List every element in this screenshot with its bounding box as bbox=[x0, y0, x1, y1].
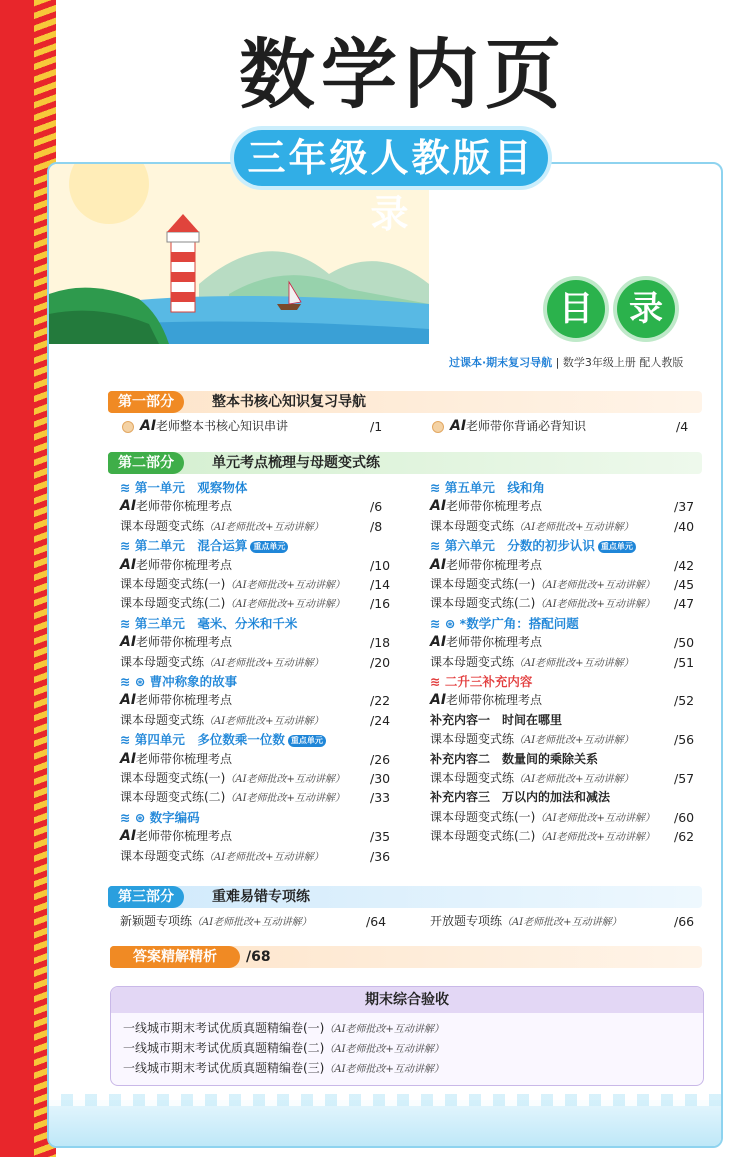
unit-heading[interactable] bbox=[120, 808, 200, 827]
unit-heading[interactable] bbox=[120, 478, 247, 497]
page-number: /10 bbox=[370, 557, 391, 573]
entry-text: 课本母题变式练(二) bbox=[430, 829, 536, 844]
book-guide-line: 过课本·期末复习导航 | 数学3年级上册 配人教版 bbox=[449, 356, 684, 369]
entry-text: 老师带你梳理考点 bbox=[446, 693, 543, 708]
unit-heading[interactable] bbox=[430, 672, 532, 691]
ai-label: AI bbox=[140, 418, 157, 434]
unit-heading[interactable] bbox=[120, 614, 297, 633]
toc-entry[interactable] bbox=[430, 497, 542, 516]
unit-heading[interactable] bbox=[430, 478, 545, 497]
entry-text: 课本母题变式练(二) bbox=[430, 596, 536, 611]
page-number: /26 bbox=[370, 751, 391, 767]
answers-tag[interactable]: 答案精解精析 bbox=[110, 946, 240, 968]
toc-entry[interactable] bbox=[120, 788, 345, 807]
page-number: /30 bbox=[370, 771, 391, 786]
entry-text: 课本母题变式练(一) bbox=[120, 771, 226, 785]
entry-text: 课本母题变式练(二) bbox=[120, 596, 226, 611]
page-number: /14 bbox=[370, 577, 391, 592]
page-number: /64 bbox=[366, 914, 387, 929]
entry-note: （AI老师批改+互动讲解） bbox=[514, 774, 634, 785]
bottom-wave-decoration bbox=[49, 1100, 721, 1146]
page-number: /52 bbox=[674, 693, 695, 709]
entry-text: 老师带你梳理考点 bbox=[136, 635, 233, 650]
toc-entry[interactable] bbox=[120, 750, 232, 769]
page-number: /16 bbox=[370, 596, 391, 612]
toc-entry[interactable] bbox=[120, 912, 312, 931]
toc-entry[interactable] bbox=[430, 594, 655, 613]
unit-title: ≋ 二升三补充内容 bbox=[430, 674, 533, 689]
ai-label: AI bbox=[120, 556, 137, 573]
page-number: /36 bbox=[370, 848, 391, 864]
part1-title: 整本书核心知识复习导航 bbox=[212, 394, 366, 410]
unit-title: ≋ 第五单元 线和角 bbox=[430, 480, 545, 495]
key-unit-badge: 重点单元 bbox=[288, 735, 326, 747]
left-red-strip bbox=[0, 0, 34, 1157]
entry-text: 一线城市期末考试优质真题精编卷(一) bbox=[123, 1021, 325, 1035]
ai-label: AI bbox=[430, 634, 447, 651]
part1-header bbox=[108, 391, 702, 413]
toc-entry[interactable] bbox=[430, 556, 542, 575]
entry-note: （AI老师批改+互动讲解） bbox=[324, 1044, 444, 1055]
entry-note: （AI老师批改+互动讲解） bbox=[502, 917, 622, 928]
entry-text: 一线城市期末考试优质真题精编卷(二) bbox=[123, 1041, 325, 1055]
unit-heading[interactable] bbox=[430, 536, 636, 555]
exam-entry[interactable] bbox=[123, 1059, 444, 1078]
entry-text: 老师带你梳理考点 bbox=[446, 557, 543, 572]
page-number: /8 bbox=[370, 518, 383, 534]
unit-title: ≋ ⊛ 数字编码 bbox=[120, 809, 200, 825]
page-number: /40 bbox=[674, 518, 695, 534]
page-number: /50 bbox=[674, 635, 695, 651]
page-number: /56 bbox=[674, 732, 695, 748]
entry-text: 课本母题变式练(一) bbox=[430, 577, 536, 591]
entry-text: 课本母题变式练 bbox=[120, 848, 205, 863]
page-number: /66 bbox=[674, 914, 695, 929]
entry-note: （AI老师批改+互动讲解） bbox=[535, 832, 655, 844]
toc-entry[interactable] bbox=[120, 575, 345, 594]
entry-text: 课本母题变式练(一) bbox=[120, 577, 226, 591]
toc-entry[interactable] bbox=[120, 497, 232, 516]
page-number: /45 bbox=[674, 577, 695, 592]
ai-label: AI bbox=[450, 418, 467, 434]
part3-header bbox=[108, 886, 702, 908]
entry-text: 课本母题变式练 bbox=[120, 518, 205, 533]
page-number: /42 bbox=[674, 557, 695, 573]
unit-title: ≋ 第一单元 观察物体 bbox=[120, 480, 248, 495]
mulu-badges bbox=[547, 280, 675, 338]
part1-tag: 第一部分 bbox=[108, 391, 184, 413]
unit-title: ≋ 第二单元 混合运算 bbox=[120, 538, 248, 554]
guide-edition: 配人教版 bbox=[639, 356, 684, 369]
bulb-icon bbox=[122, 421, 134, 433]
toc-entry[interactable] bbox=[430, 827, 655, 846]
exam-entry[interactable] bbox=[123, 1019, 444, 1038]
entry-text: 老师带你梳理考点 bbox=[136, 693, 233, 708]
toc-entry[interactable] bbox=[430, 750, 598, 769]
entry-note: （AI老师批改+互动讲解） bbox=[535, 599, 655, 611]
page-title: 数学内页 bbox=[239, 30, 567, 119]
unit-title: ≋ 第六单元 分数的初步认识 bbox=[430, 538, 595, 554]
page-number: /35 bbox=[370, 829, 391, 845]
toc-entry[interactable] bbox=[120, 711, 324, 730]
page-number: /62 bbox=[674, 829, 695, 845]
toc-entry[interactable] bbox=[122, 417, 288, 436]
entry-note: （AI老师批改+互动讲解） bbox=[514, 735, 634, 747]
ai-label: AI bbox=[430, 498, 447, 515]
toc-entry[interactable] bbox=[430, 808, 655, 827]
toc-entry[interactable] bbox=[120, 517, 324, 536]
entry-text: 新颖题专项练 bbox=[120, 914, 193, 928]
entry-text: 课本母题变式练 bbox=[120, 654, 205, 669]
ai-label: AI bbox=[430, 556, 447, 573]
part2-tag: 第二部分 bbox=[108, 452, 184, 474]
entry-text: 课本母题变式练 bbox=[430, 654, 515, 669]
part3-title: 重难易错专项练 bbox=[212, 889, 310, 905]
entry-text: 课本母题变式练(二) bbox=[120, 790, 226, 805]
toc-entry[interactable] bbox=[430, 769, 634, 788]
toc-entry[interactable] bbox=[430, 788, 610, 807]
entry-note: （AI老师批改+互动讲解） bbox=[204, 657, 324, 669]
entry-note: （AI老师批改+互动讲解） bbox=[225, 793, 345, 805]
unit-title: ≋ ⊛ *数学广角：搭配问题 bbox=[430, 615, 579, 631]
toc-entry[interactable] bbox=[120, 847, 324, 866]
mulu-badge-1: 目 bbox=[547, 280, 605, 338]
page-number: /24 bbox=[370, 712, 391, 728]
answers-page: /68 bbox=[246, 949, 271, 965]
guide-series: 过课本·期末复习导航 bbox=[449, 356, 553, 369]
entry-text: 补充内容二 数量间的乘除关系 bbox=[430, 751, 599, 766]
ai-label: AI bbox=[120, 692, 137, 709]
toc-entry[interactable] bbox=[430, 691, 542, 710]
page-number: /51 bbox=[674, 654, 695, 670]
unit-heading[interactable] bbox=[120, 730, 326, 749]
lighthouse-illustration bbox=[49, 164, 429, 344]
ai-label: AI bbox=[120, 828, 137, 845]
page-number: /37 bbox=[674, 499, 695, 515]
toc-entry[interactable] bbox=[430, 711, 562, 730]
entry-note: （AI老师批改+互动讲解） bbox=[225, 580, 345, 591]
page-number: /6 bbox=[370, 499, 383, 515]
entry-note: （AI老师批改+互动讲解） bbox=[535, 580, 655, 591]
entry-text: 课本母题变式练 bbox=[430, 771, 515, 785]
entry-text: 补充内容三 万以内的加法和减法 bbox=[430, 790, 611, 805]
toc-entry[interactable] bbox=[430, 912, 622, 931]
toc-entry[interactable] bbox=[430, 633, 542, 652]
entry-text: 课本母题变式练(一) bbox=[430, 809, 536, 824]
unit-heading[interactable] bbox=[430, 614, 579, 633]
entry-text: 老师带你梳理考点 bbox=[446, 635, 543, 650]
page-number: /1 bbox=[370, 419, 383, 434]
page-number: /47 bbox=[674, 596, 695, 612]
unit-title: ≋ 第四单元 多位数乘一位数 bbox=[120, 732, 285, 748]
entry-text: 课本母题变式练 bbox=[120, 712, 205, 727]
entry-note: （AI老师批改+互动讲解） bbox=[514, 521, 634, 533]
entry-text: 老师整本书核心知识串讲 bbox=[156, 419, 289, 433]
ai-label: AI bbox=[120, 750, 137, 767]
mulu-badge-2: 录 bbox=[617, 280, 675, 338]
guide-book: 数学3年级上册 bbox=[562, 356, 636, 369]
entry-text: 补充内容一 时间在哪里 bbox=[430, 712, 563, 727]
entry-text: 老师带你梳理考点 bbox=[446, 499, 543, 514]
exam-entry[interactable] bbox=[123, 1039, 444, 1058]
ai-label: AI bbox=[120, 634, 137, 651]
entry-text: 老师带你梳理考点 bbox=[136, 499, 233, 514]
unit-heading[interactable] bbox=[120, 536, 288, 555]
toc-entry[interactable] bbox=[120, 691, 232, 710]
toc-entry[interactable] bbox=[430, 730, 634, 749]
key-unit-badge: 重点单元 bbox=[250, 541, 288, 553]
toc-entry[interactable] bbox=[432, 417, 586, 436]
unit-heading[interactable] bbox=[120, 672, 237, 691]
toc-entry[interactable] bbox=[430, 575, 655, 594]
entry-note: （AI老师批改+互动讲解） bbox=[514, 657, 634, 669]
entry-note: （AI老师批改+互动讲解） bbox=[204, 715, 324, 727]
final-exam-box bbox=[110, 986, 704, 1086]
subtitle-pill: 三年级人教版目录 bbox=[234, 130, 548, 186]
final-exam-title: 期末综合验收 bbox=[111, 987, 703, 1013]
page-number: /18 bbox=[370, 635, 391, 651]
toc-entry[interactable] bbox=[120, 594, 345, 613]
bulb-icon bbox=[432, 421, 444, 433]
key-unit-badge: 重点单元 bbox=[598, 541, 636, 553]
entry-note: （AI老师批改+互动讲解） bbox=[204, 521, 324, 533]
page-number: /60 bbox=[674, 809, 695, 825]
entry-note: （AI老师批改+互动讲解） bbox=[192, 917, 312, 928]
toc-entry[interactable] bbox=[120, 769, 345, 788]
entry-note: （AI老师批改+互动讲解） bbox=[535, 812, 655, 824]
toc-entry[interactable] bbox=[120, 556, 232, 575]
toc-entry[interactable] bbox=[120, 827, 232, 846]
entry-note: （AI老师批改+互动讲解） bbox=[324, 1064, 444, 1075]
entry-text: 课本母题变式练 bbox=[430, 518, 515, 533]
page-number: /20 bbox=[370, 654, 391, 670]
entry-note: （AI老师批改+互动讲解） bbox=[225, 774, 345, 785]
toc-entry[interactable] bbox=[120, 653, 324, 672]
entry-text: 老师带你梳理考点 bbox=[136, 829, 233, 844]
page-number: /4 bbox=[676, 419, 689, 434]
entry-note: （AI老师批改+互动讲解） bbox=[324, 1024, 444, 1035]
entry-text: 开放题专项练 bbox=[430, 914, 503, 928]
part2-header bbox=[108, 452, 702, 474]
toc-entry[interactable] bbox=[430, 653, 634, 672]
unit-title: ≋ 第三单元 毫米、分米和千米 bbox=[120, 615, 298, 631]
page-number: /33 bbox=[370, 790, 391, 806]
toc-entry[interactable] bbox=[120, 633, 232, 652]
ai-label: AI bbox=[430, 692, 447, 709]
unit-title: ≋ ⊛ 曹冲称象的故事 bbox=[120, 674, 238, 689]
entry-text: 老师带你背诵必背知识 bbox=[466, 419, 587, 433]
part3-tag: 第三部分 bbox=[108, 886, 184, 908]
entry-text: 课本母题变式练 bbox=[430, 732, 515, 747]
entry-text: 老师带你梳理考点 bbox=[136, 751, 233, 766]
part2-title: 单元考点梳理与母题变式练 bbox=[212, 455, 380, 471]
entry-text: 一线城市期末考试优质真题精编卷(三) bbox=[123, 1061, 325, 1075]
toc-entry[interactable] bbox=[430, 517, 634, 536]
entry-note: （AI老师批改+互动讲解） bbox=[225, 599, 345, 611]
page-number: /22 bbox=[370, 693, 391, 709]
entry-note: （AI老师批改+互动讲解） bbox=[204, 851, 324, 863]
ai-label: AI bbox=[120, 498, 137, 515]
page-number: /57 bbox=[674, 771, 695, 786]
entry-text: 老师带你梳理考点 bbox=[136, 557, 233, 572]
